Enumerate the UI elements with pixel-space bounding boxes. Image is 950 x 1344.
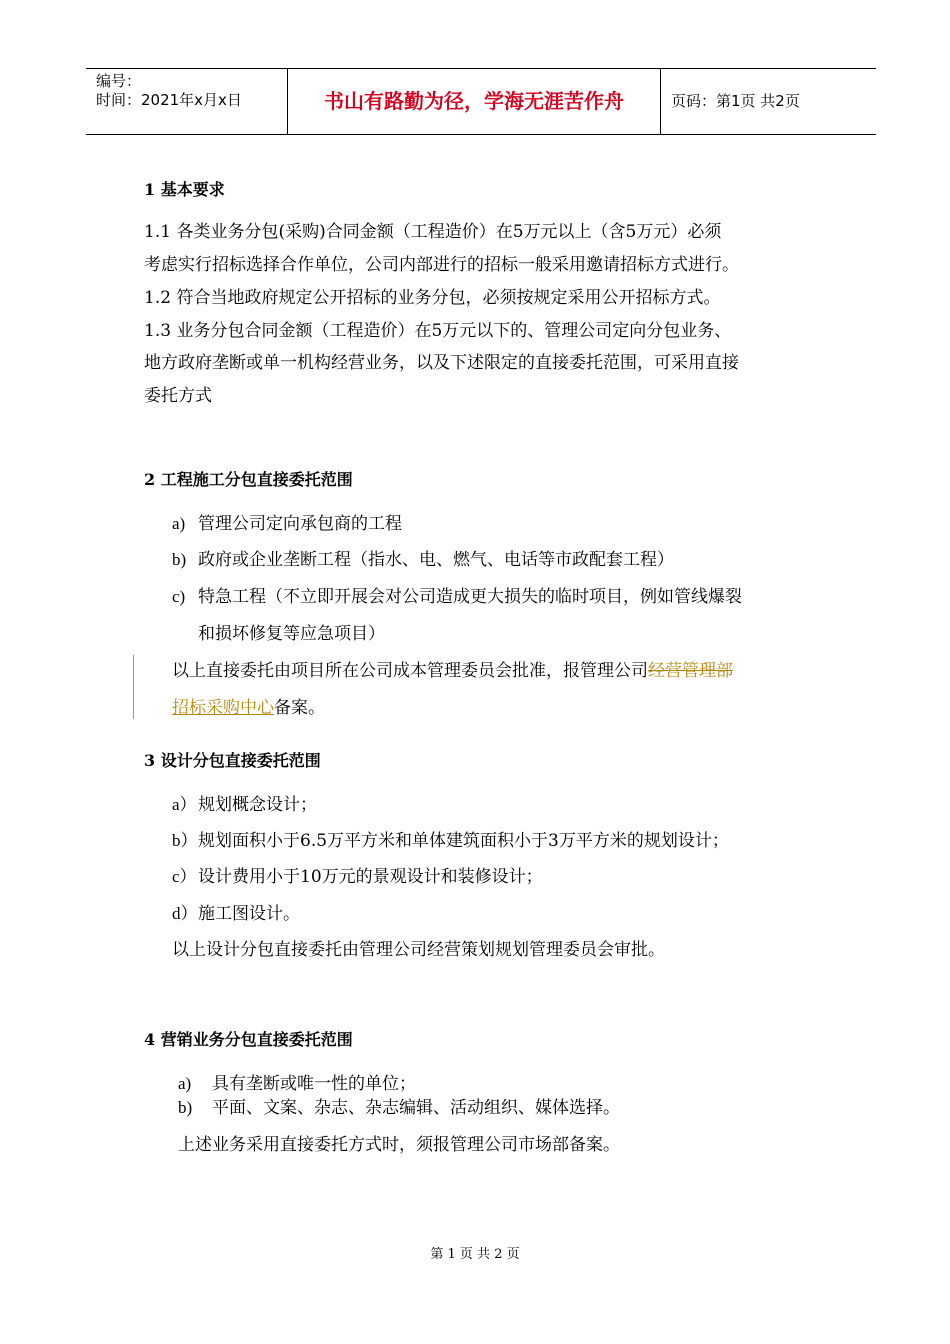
list-item-text: 规划面积小于6.5万平方米和单体建筑面积小于3万平方米的规划设计；: [198, 831, 729, 851]
section2-item-c: [172, 586, 742, 608]
header-motto: 书山有路勤为径，学海无涯苦作舟: [288, 69, 661, 134]
inserted-revision-text: 招标采购中心: [172, 698, 274, 718]
section2-note-line1: [172, 660, 733, 682]
list-item-text: 平面、文案、杂志、杂志编辑、活动组织、媒体选择。: [212, 1098, 620, 1118]
list-item-text: 规划概念设计；: [198, 795, 317, 815]
list-item-text: 施工图设计。: [198, 904, 300, 924]
note-text: 以上直接委托由项目所在公司成本管理委员会批准，报管理公司: [172, 661, 648, 681]
list-marker: a）: [172, 795, 197, 814]
section2-note-line2: [172, 697, 325, 719]
section1-p3-line1: 1.3 业务分包合同金额（工程造价）在5万元以下的、管理公司定向分包业务、: [144, 321, 732, 341]
list-item-text: 管理公司定向承包商的工程: [198, 514, 402, 534]
list-marker: b）: [172, 831, 198, 850]
deleted-revision-text: 经营管理部: [648, 661, 733, 681]
page-header: [86, 68, 876, 135]
section2-item-c-continued: 和损坏修复等应急项目）: [198, 624, 385, 644]
header-page-info: 页码：第1页 共2页: [671, 92, 800, 110]
list-item-text: 政府或企业垄断工程（指水、电、燃气、电话等市政配套工程）: [198, 550, 674, 570]
list-marker: a): [178, 1074, 192, 1093]
section3-heading: 3 设计分包直接委托范围: [144, 751, 321, 770]
section2-item-b: [172, 549, 674, 571]
section1-p1-line1: 1.1 各类业务分包(采购)合同金额（工程造价）在5万元以上（含5万元）必须: [144, 222, 722, 242]
section4-item-b: [178, 1097, 620, 1119]
section1-p1-line2: 考虑实行招标选择合作单位，公司内部进行的招标一般采用邀请招标方式进行。: [144, 255, 739, 275]
section3-note: 以上设计分包直接委托由管理公司经营策划规划管理委员会审批。: [172, 940, 665, 960]
section3-item-b: [172, 830, 729, 852]
document-number: 编号：: [96, 72, 142, 90]
note-text: 备案。: [274, 698, 325, 718]
section1-p3-line3: 委托方式: [144, 386, 212, 406]
list-item-text: 特急工程（不立即开展会对公司造成更大损失的临时项目，例如管线爆裂: [198, 587, 742, 607]
list-item-text: 具有垄断或唯一性的单位；: [212, 1074, 416, 1094]
section2-item-a: [172, 513, 402, 535]
section1-heading: 1 基本要求: [144, 180, 225, 199]
section3-item-d: [172, 903, 300, 925]
list-item-text: 设计费用小于10万元的景观设计和装修设计；: [198, 867, 543, 887]
section3-item-c: [172, 866, 543, 888]
section2-heading: 2 工程施工分包直接委托范围: [144, 470, 353, 489]
list-marker: c): [172, 587, 186, 606]
list-marker: a): [172, 514, 186, 533]
list-marker: c）: [172, 867, 197, 886]
section1-p2: 1.2 符合当地政府规定公开招标的业务分包，必须按规定采用公开招标方式。: [144, 288, 721, 308]
list-marker: b): [178, 1098, 193, 1117]
revision-change-bar: [133, 655, 134, 719]
document-time: 时间：2021年x月x日: [96, 91, 242, 109]
section4-note: 上述业务采用直接委托方式时，须报管理公司市场部备案。: [178, 1135, 620, 1155]
list-marker: d）: [172, 904, 198, 923]
list-marker: b): [172, 550, 187, 569]
section1-p3-line2: 地方政府垄断或单一机构经营业务，以及下述限定的直接委托范围，可采用直接: [144, 353, 739, 373]
section4-item-a: [178, 1073, 416, 1095]
section4-heading: 4 营销业务分包直接委托范围: [144, 1030, 353, 1049]
section3-item-a: [172, 794, 317, 816]
header-meta: [86, 69, 288, 134]
page-footer: 第 1 页 共 2 页: [430, 1247, 520, 1262]
